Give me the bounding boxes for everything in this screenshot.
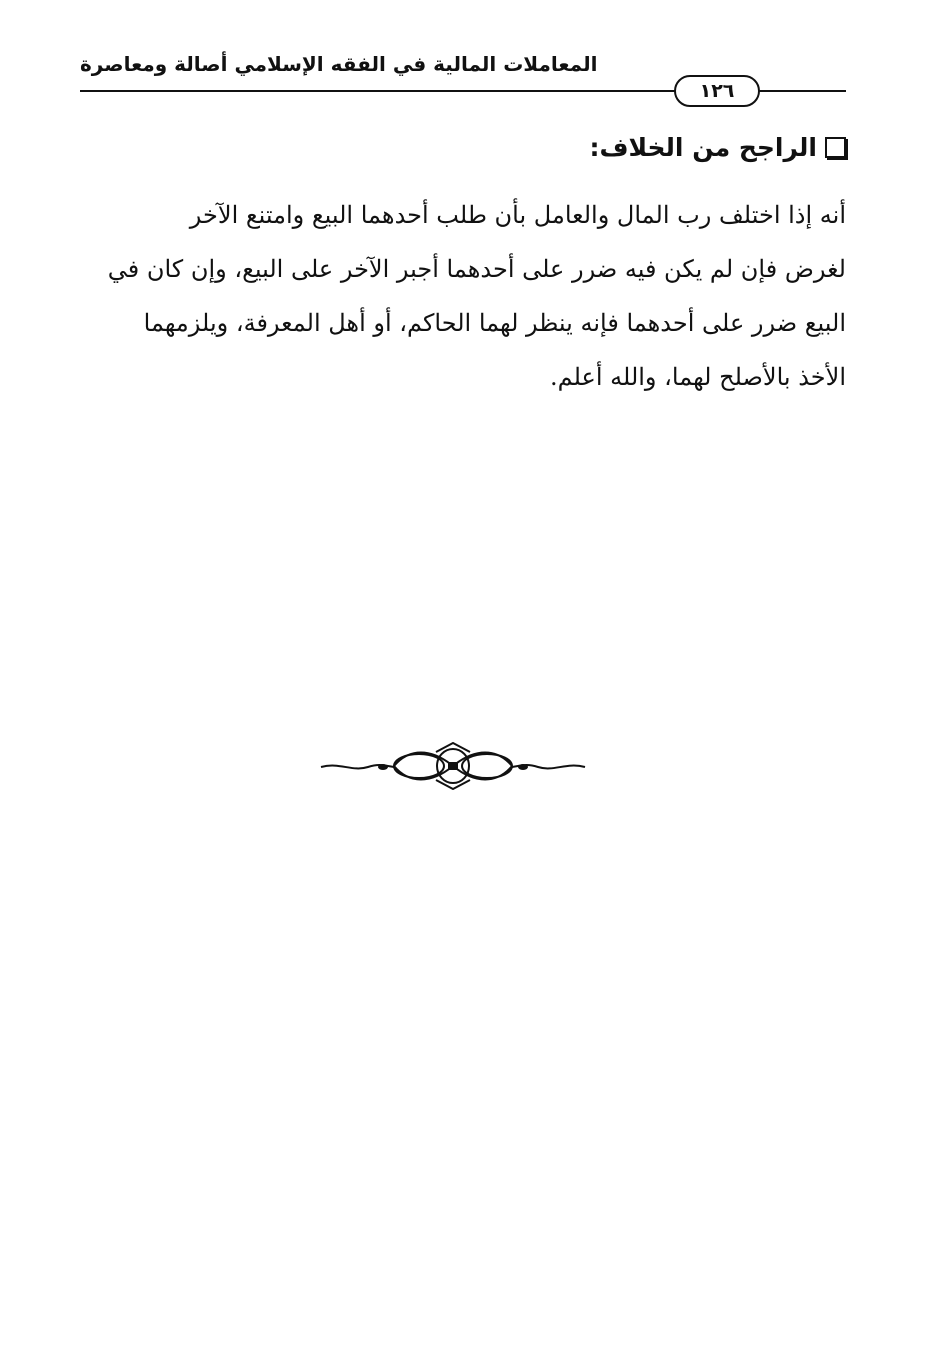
page-header xyxy=(80,50,846,100)
paragraph-line: الأخذ بالأصلح لهما، والله أعلم. xyxy=(549,363,846,391)
paragraph-line: البيع ضرر على أحدهما فإنه ينظر لهما الحاكم، أو أهل المعرفة، ويلزمهما xyxy=(143,309,846,337)
paragraph-line: أنه إذا اختلف رب المال والعامل بأن طلب أحدهما البيع وامتنع الآخر xyxy=(189,201,846,229)
page-number: ١٢٦ xyxy=(674,75,760,107)
checkbox-icon xyxy=(825,137,846,158)
section-heading xyxy=(590,133,847,162)
body-paragraph xyxy=(80,188,846,404)
section-heading-text: الراجح من الخلاف: xyxy=(589,133,817,162)
paragraph-line: لغرض فإن لم يكن فيه ضرر على أحدهما أجبر الآخر على البيع، وإن كان في xyxy=(107,255,846,283)
book-title: المعاملات المالية في الفقه الإسلامي أصالة ومعاصرة xyxy=(80,52,598,76)
ornamental-divider-icon xyxy=(318,742,588,790)
